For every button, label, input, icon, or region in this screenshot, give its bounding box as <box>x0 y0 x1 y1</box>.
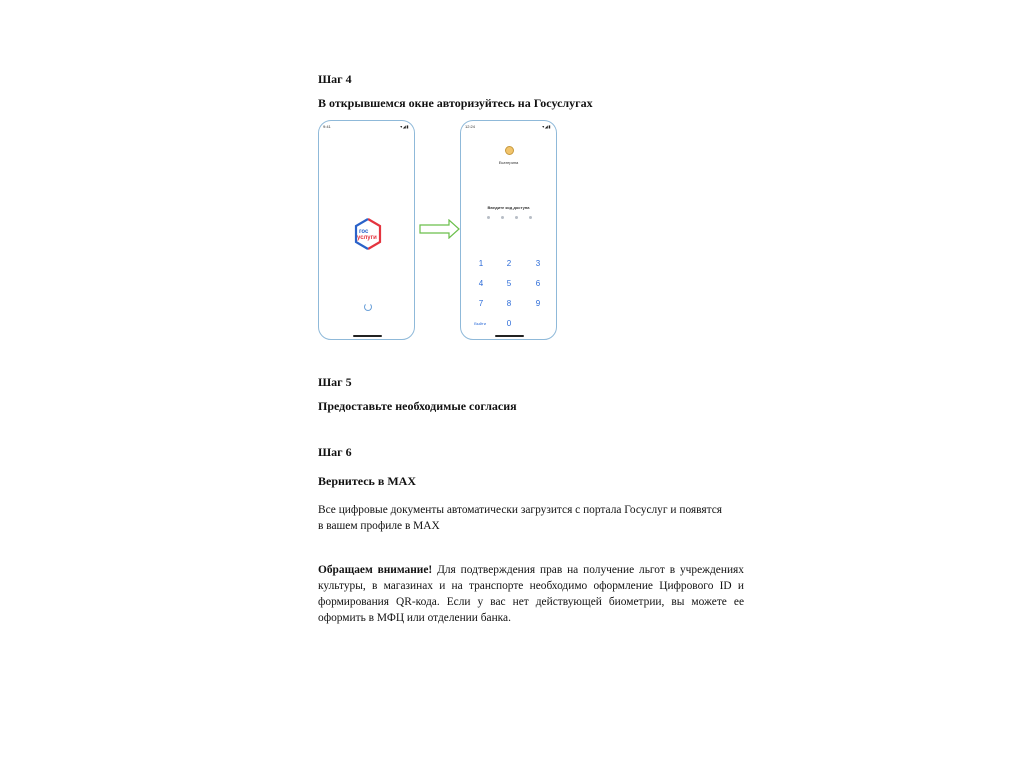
logout-button[interactable]: Выйти <box>474 321 486 326</box>
notice-paragraph <box>318 562 744 626</box>
step6-heading: Шаг 6 <box>318 445 352 459</box>
key-5[interactable]: 5 <box>506 279 512 288</box>
phone-splash-screen <box>318 120 415 340</box>
key-2[interactable]: 2 <box>506 259 512 268</box>
status-icons: ▾◢▮ <box>542 124 551 129</box>
step4-heading: Шаг 4 <box>318 72 352 86</box>
user-name: Екатерина <box>498 160 519 165</box>
logo-text-line2: услуги <box>357 235 377 241</box>
key-7[interactable]: 7 <box>478 299 484 308</box>
key-3[interactable]: 3 <box>535 259 541 268</box>
step5-subheading: Предоставьте необходимые согласия <box>318 399 517 413</box>
status-time: 12:24 <box>465 124 476 129</box>
notice-lead: Обращаем внимание! <box>318 564 433 576</box>
home-indicator <box>495 335 524 337</box>
keypad <box>461 121 556 339</box>
status-time: 9:41 <box>323 124 331 129</box>
logo-text-line1: гос <box>359 229 369 235</box>
pin-label: Введите код доступа <box>487 205 530 210</box>
notice-text: Для подтверждения прав на получение льгот в учреждениях культуры, в магазинах и на транспорте необходимо оформление Цифрового ID и формирования QR-кода. Если у вас нет действующей биометрии, вы можете ее оформить в МФЦ или отделении банка. <box>318 564 744 624</box>
key-9[interactable]: 9 <box>535 299 541 308</box>
home-indicator <box>353 335 382 337</box>
key-4[interactable]: 4 <box>478 279 484 288</box>
status-icons: ▾◢▮ <box>400 124 409 129</box>
key-6[interactable]: 6 <box>535 279 541 288</box>
loading-spinner-icon <box>364 303 372 311</box>
key-0[interactable]: 0 <box>506 319 512 328</box>
step5-heading: Шаг 5 <box>318 375 352 389</box>
phone-pin-screen <box>460 120 557 340</box>
key-8[interactable]: 8 <box>506 299 512 308</box>
step4-subheading: В открывшемся окне авторизуйтесь на Госуслугах <box>318 96 593 110</box>
step6-subheading: Вернитесь в MAX <box>318 474 417 488</box>
key-1[interactable]: 1 <box>478 259 484 268</box>
step6-body: Все цифровые документы автоматически загрузится с портала Госуслуг и появятся в вашем профиле в MAX <box>318 504 723 532</box>
arrow-right-icon <box>419 219 461 239</box>
gosuslugi-logo-icon <box>353 217 383 251</box>
